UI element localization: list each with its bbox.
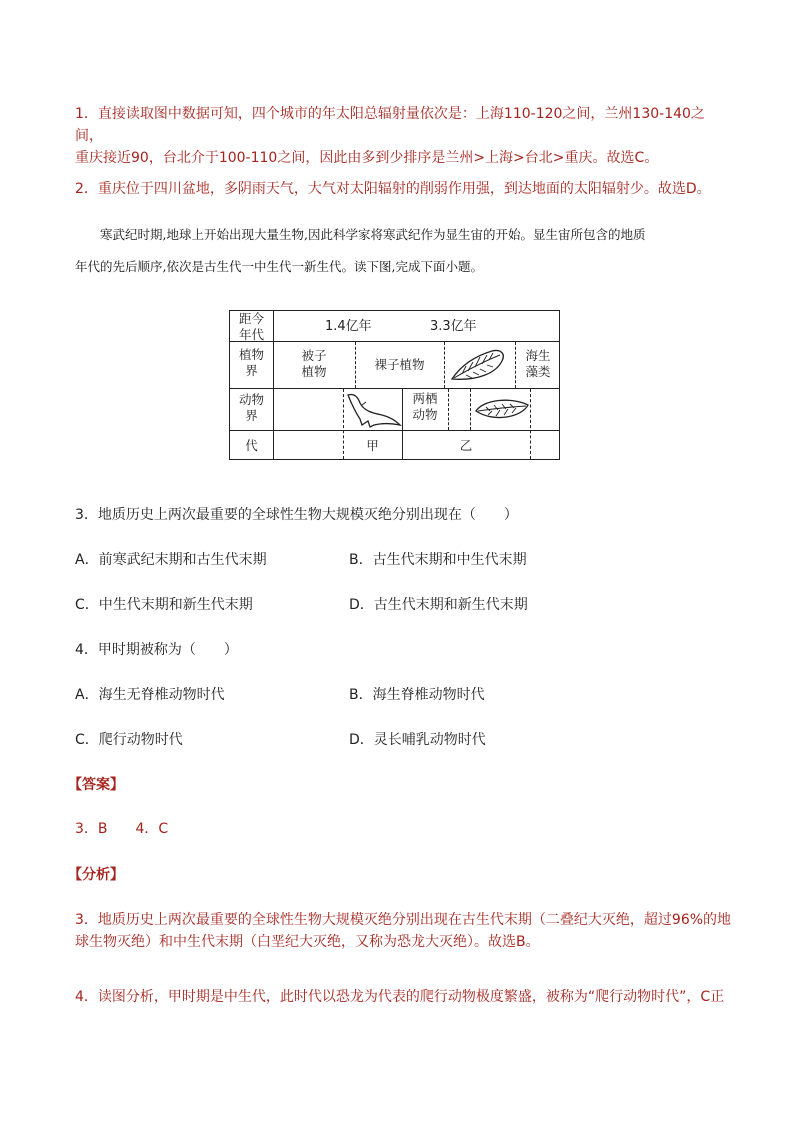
row-label-animals: 动物 界 <box>238 392 264 423</box>
row-label-era: 代 <box>245 438 258 453</box>
answer-heading: 【答案】 <box>68 777 124 793</box>
q3-option-a: A．前寒武纪末期和古生代末期 <box>75 552 267 568</box>
q4-option-a: A．海生无脊椎动物时代 <box>75 687 225 703</box>
dashed-divider <box>530 389 531 459</box>
table-col-divider <box>273 311 274 459</box>
q3-stem: 3．地质历史上两次最重要的全球性生物大规模灭绝分别出现在（ ） <box>75 507 518 523</box>
q3-option-b: B．古生代末期和中生代末期 <box>349 552 527 568</box>
q3-option-d: D．古生代末期和新生代末期 <box>349 597 528 613</box>
time-mark-1: 1.4亿年 <box>325 319 372 334</box>
q3-option-c: C．中生代末期和新生代末期 <box>75 597 253 613</box>
era-jia: 甲 <box>366 438 379 453</box>
answer-q2: 2．重庆位于四川盆地，多阴雨天气，大气对太阳辐射的削弱作用强，到达地面的太阳辐射少。故选D。 <box>75 181 711 197</box>
geologic-time-table <box>229 310 560 460</box>
plant-sea-algae: 海生 藻类 <box>525 348 551 379</box>
fern-plant-icon <box>448 347 510 385</box>
analysis-q4: 4．读图分析，甲时期是中生代，此时代以恐龙为代表的爬行动物极度繁盛，被称为“爬行动物时代”，C正 <box>75 989 725 1005</box>
dinosaur-icon <box>346 391 402 429</box>
answer-values: 3．B 4．C <box>75 821 169 837</box>
q4-option-d: D．灵长哺乳动物时代 <box>349 732 486 748</box>
dashed-divider <box>444 342 445 388</box>
table-row-divider <box>230 430 559 431</box>
row-label-plants: 植物 界 <box>238 347 264 378</box>
dashed-divider <box>470 389 471 430</box>
q4-option-b: B．海生脊椎动物时代 <box>349 687 485 703</box>
plant-gymnosperm: 裸子植物 <box>374 357 425 372</box>
trilobite-leaf-icon <box>474 397 530 423</box>
q4-stem: 4．甲时期被称为（ ） <box>75 642 238 658</box>
analysis-heading: 【分析】 <box>68 867 124 883</box>
table-row-divider <box>230 388 559 389</box>
row-label-time: 距今 年代 <box>238 311 264 342</box>
animal-amphibian: 两栖 动物 <box>412 391 438 422</box>
time-mark-2: 3.3亿年 <box>430 319 477 334</box>
intro-line-1: 寒武纪时期,地球上开始出现大量生物,因此科学家将寒武纪作为显生宙的开始。显生宙所包含的地质 <box>100 227 646 242</box>
era-yi: 乙 <box>459 438 473 453</box>
intro-paragraph <box>75 225 731 277</box>
table-row-divider <box>230 341 559 342</box>
q4-option-c: C．爬行动物时代 <box>75 732 183 748</box>
answer-q1: 1．直接读取图中数据可知，四个城市的年太阳总辐射量依次是：上海110-120之间，兰州130-140之间， 重庆接近90，台北介于100-110之间，因此由多到少排序是兰州>上海>台北>重庆。故选C。 <box>75 106 705 166</box>
intro-line-2: 年代的先后顺序,依次是古生代一中生代一新生代。读下图,完成下面小题。 <box>75 259 483 274</box>
analysis-q3: 3．地质历史上两次最重要的全球性生物大规模灭绝分别出现在古生代末期（二叠纪大灭绝，超过96%的地 球生物灭绝）和中生代末期（白垩纪大灭绝，又称为恐龙大灭绝）。故选B。 <box>75 912 732 950</box>
dashed-divider <box>448 389 449 430</box>
plant-angiosperm: 被子 植物 <box>301 348 327 379</box>
